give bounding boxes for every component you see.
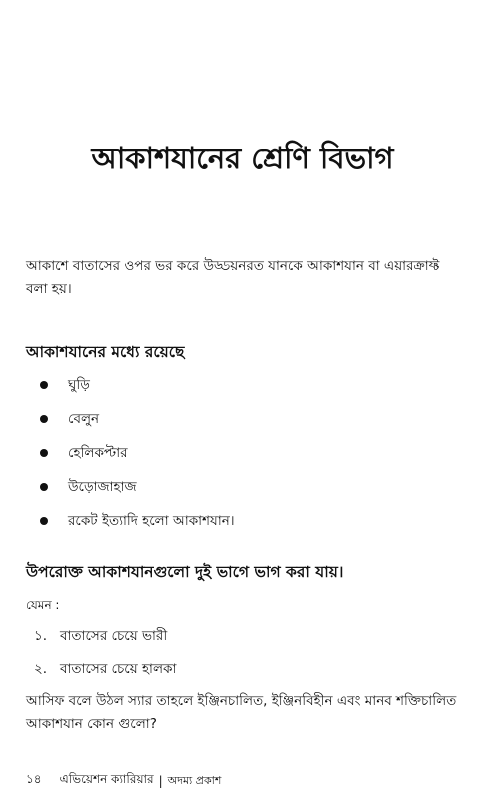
page-number: ১৪ [26, 772, 42, 786]
item-number: ২. [34, 661, 48, 677]
item-text: বাতাসের চেয়ে ভারী [60, 628, 168, 644]
list-item [40, 368, 235, 402]
aircraft-list [40, 368, 235, 538]
list-item [40, 470, 235, 504]
list-item [40, 402, 235, 436]
list-item [40, 436, 235, 470]
bullet-icon [40, 449, 48, 457]
bullet-icon [40, 381, 48, 389]
bullet-icon [40, 483, 48, 491]
numbered-item [34, 620, 176, 653]
intro-paragraph: আকাশে বাতাসের ওপর ভর করে উড্ডয়নরত যানকে আকাশযান বা এয়ারক্রাফ্ট বলা হয়। [26, 258, 440, 297]
category-list [34, 620, 176, 686]
section2-heading: উপরোক্ত আকাশযানগুলো দুই ভাগে ভাগ করা যায়। [26, 563, 344, 581]
bullet-icon [40, 517, 48, 525]
list-item-text: রকেট ইত্যাদি হলো আকাশযান। [68, 512, 235, 529]
list-item-text: বেলুন [68, 410, 100, 427]
footer-separator: | [158, 774, 163, 788]
bullet-icon [40, 415, 48, 423]
page-footer [26, 771, 221, 791]
item-number: ১. [34, 628, 48, 644]
example-label: যেমন : [26, 598, 60, 612]
section1-heading: আকাশযানের মধ্যে রয়েছে [26, 343, 185, 361]
item-text: বাতাসের চেয়ে হালকা [60, 661, 177, 677]
list-item [40, 504, 235, 538]
list-item-text: হেলিকপ্টার [68, 444, 128, 461]
closing-paragraph: আসিফ বলে উঠল স্যার তাহলে ইঞ্জিনচালিত, ইঞ্জিনবিহীন এবং মানব শক্তিচালিত আকাশযান কোন গুলো? [26, 693, 457, 732]
list-item-text: উড়োজাহাজ [68, 478, 137, 495]
numbered-item [34, 653, 176, 686]
list-item-text: ঘুড়ি [68, 376, 90, 393]
page-title: আকাশযানের শ্রেণি বিভাগ [91, 141, 394, 175]
book-title: এভিয়েশন ক্যারিয়ার [59, 772, 154, 786]
publisher-name: অদম্য প্রকাশ [167, 773, 222, 787]
